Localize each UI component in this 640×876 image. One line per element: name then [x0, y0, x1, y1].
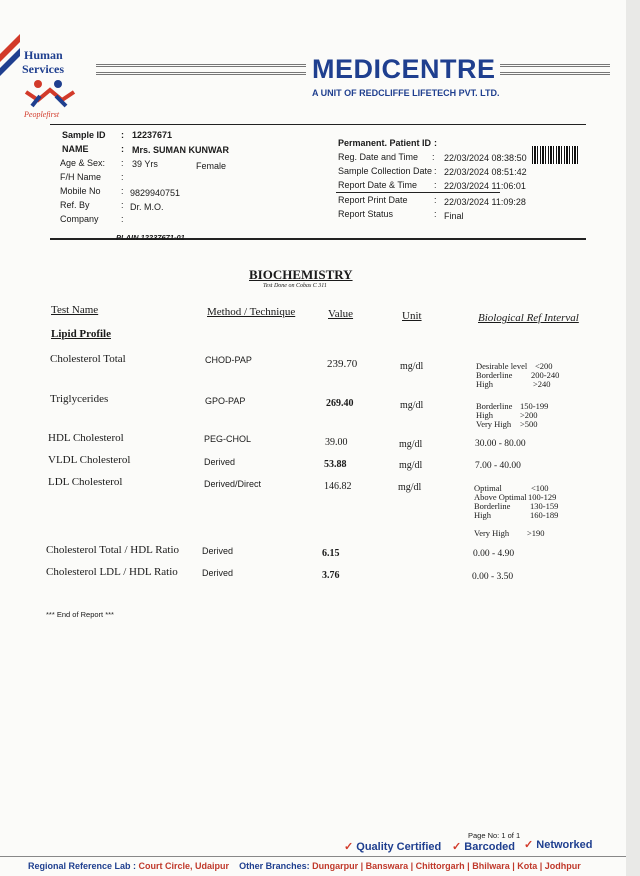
badge-label: Barcoded	[464, 841, 516, 853]
test-unit: mg/dl	[398, 482, 422, 493]
mobile-value: 9829940751	[130, 188, 181, 198]
test-method: Derived	[202, 568, 234, 578]
test-method: Derived/Direct	[204, 479, 262, 489]
test-name: Cholesterol LDL / HDL Ratio	[46, 566, 178, 578]
networked-badge	[524, 838, 593, 851]
regional-value: Court Circle, Udaipur	[138, 861, 230, 871]
test-method: PEG-CHOL	[204, 434, 252, 444]
people-first-tagline: Peoplefirst	[24, 110, 60, 119]
ref-label: Very High	[476, 419, 512, 429]
test-unit: mg/dl	[400, 361, 424, 372]
quality-badge	[344, 840, 441, 853]
barcoded-badge	[452, 840, 515, 853]
status-value: Final	[444, 211, 464, 221]
ref-value: >240	[533, 379, 551, 389]
ref-label: Borderline	[476, 401, 513, 411]
test-method: Derived	[204, 457, 236, 467]
human-services-logo	[10, 38, 90, 124]
plain-sample-code: PLAIN 12237671-01	[116, 233, 185, 242]
ref-range: 0.00 - 4.90	[473, 549, 515, 559]
test-value: 146.82	[324, 481, 352, 492]
report-date-label: Report Date & Time	[338, 180, 418, 190]
regional-label: Regional Reference Lab :	[28, 861, 137, 871]
test-name: HDL Cholesterol	[48, 432, 124, 444]
ref-label: High	[474, 510, 491, 520]
ref-value: 160-189	[530, 510, 559, 520]
footer-branches	[28, 861, 581, 871]
human-services-line2: Services	[22, 62, 64, 76]
print-date-value: 22/03/2024 11:09:28	[444, 197, 526, 207]
test-name: Cholesterol Total / HDL Ratio	[46, 544, 180, 556]
report-date-value: 22/03/2024 11:06:01	[444, 181, 526, 191]
section-subtitle: Test Done on Cobas C 311	[263, 283, 327, 289]
permanent-id-label: Permanent. Patient ID	[338, 138, 432, 148]
ref-label: Desirable level	[476, 361, 528, 371]
collection-value: 22/03/2024 08:51:42	[444, 167, 527, 177]
test-unit: mg/dl	[400, 400, 424, 411]
ref-value: 130-159	[530, 501, 559, 511]
col-method: Method / Technique	[207, 306, 296, 318]
fh-name-label: F/H Name	[60, 172, 102, 182]
ref-label: Above Optimal	[474, 492, 527, 502]
ref-value: <200	[535, 361, 553, 371]
report-sheet: Human Services Peoplefirst MEDICENTRE A UNIT OF REDCLIFFE LIFETECH PVT. LTD. Sample ID : 12237671 NAME : Mrs. SUMAN KUNWAR Age & Sex: : 39 Yrs Female F/H Name : Mobile No : 9829940751 Ref. By : Dr. M.O. Company : PLAIN 12237671-01 Permanent. Patient ID : Reg. Date and Time : 22/03/2024 08:38:50 Sample Collection Date : 22/03/2024 08:51:42 Report Date & Time : 22/03/2024 11:06:01 Report Print Date : 22/03/2024 11:09:28 Report Status : Final BIOCHEMISTRY Test Done on Cobas C 311 Test Name Method / Technique Value Unit Biological Ref Interval Lipid Profile Cholesterol Total CHOD-PAP 239.70 mg/dl Desirable level <200 Borderline 200-240 High >240 Triglycerides GPO-PAP 269.40 mg/dl Borderline 150-199 High >200 Very High >500 HDL Cholesterol PEG-CHOL 39.00 mg/dl 30.00 - 80.00 VLDL Cholesterol Derived 53.88 mg/dl 7.00 - 40.00 LDL Cholesterol Derived/Direct 146.82 mg/dl Optimal <100 Above Optimal 100-129 Borderline 130-159 High 160-189 Very High >190 Cholesterol Total / HDL Ratio Derived 6.15 0.00 - 4.90 Cholesterol LDL / HDL Ratio Derived 3.76 0.00 - 3.50 *** End of Report *** Page No: 1 of 1 ✓ Quality Certified ✓ Barcoded ✓ Networked Regional Reference Lab : Court Circle, Udaipur Other Branches: Dungarpur | Banswara | Chittorgarh | Bhilwara | Kota | Jodhpur	[0, 0, 626, 876]
ref-label: Optimal	[474, 483, 502, 493]
brand-subtitle: A UNIT OF REDCLIFFE LIFETECH PVT. LTD.	[312, 88, 500, 98]
page-number: Page No: 1 of 1	[468, 831, 521, 840]
test-name: LDL Cholesterol	[48, 476, 123, 488]
section-title: BIOCHEMISTRY	[249, 267, 353, 282]
test-unit: mg/dl	[399, 460, 423, 471]
test-value: 239.70	[327, 358, 358, 370]
ref-value: <100	[531, 483, 549, 493]
ref-value: 200-240	[531, 370, 560, 380]
test-method: CHOD-PAP	[205, 355, 252, 365]
ref-label: High	[476, 410, 493, 420]
mobile-label: Mobile No	[60, 186, 101, 196]
name-label: NAME	[62, 144, 89, 154]
reg-value: 22/03/2024 08:38:50	[444, 153, 527, 163]
ref-value: >500	[520, 419, 538, 429]
ref-value: 150-199	[520, 401, 549, 411]
col-value: Value	[328, 308, 354, 320]
ref-label: Very High	[474, 528, 510, 538]
ref-by-value: Dr. M.O.	[130, 202, 164, 212]
ref-range: 7.00 - 40.00	[475, 461, 521, 471]
human-services-line1: Human	[24, 48, 63, 62]
check-icon: ✓	[524, 839, 534, 851]
sex-value: Female	[196, 161, 227, 171]
test-name: Triglycerides	[50, 393, 109, 405]
col-test-name: Test Name	[51, 304, 99, 316]
print-date-label: Report Print Date	[338, 195, 408, 205]
patient-name: Mrs. SUMAN KUNWAR	[132, 145, 230, 155]
age-sex-label: Age & Sex:	[60, 158, 106, 168]
people-figures-icon	[22, 78, 78, 108]
test-method: GPO-PAP	[205, 396, 246, 406]
branches-label: Other Branches:	[239, 861, 310, 871]
ref-label: Borderline	[476, 370, 513, 380]
ref-by-label: Ref. By	[60, 200, 90, 210]
corner-stripes-icon	[0, 34, 20, 94]
col-ref: Biological Ref Interval	[478, 312, 579, 324]
group-lipid-profile: Lipid Profile	[51, 328, 111, 340]
test-value: 53.88	[324, 459, 347, 470]
age-value: 39 Yrs	[132, 159, 158, 169]
test-value: 6.15	[322, 548, 340, 559]
test-unit: mg/dl	[399, 439, 423, 450]
ref-range: 0.00 - 3.50	[472, 572, 514, 582]
ref-value: >200	[520, 410, 538, 420]
test-method: Derived	[202, 546, 234, 556]
sample-id-label: Sample ID	[62, 130, 106, 140]
badge-label: Quality Certified	[356, 841, 442, 853]
branches-value: Dungarpur | Banswara | Chittorgarh | Bhilwara | Kota | Jodhpur	[312, 861, 581, 871]
test-name: VLDL Cholesterol	[48, 454, 131, 466]
test-value: 3.76	[322, 570, 340, 581]
company-label: Company	[60, 214, 99, 224]
test-value: 39.00	[325, 437, 348, 448]
end-of-report: *** End of Report ***	[46, 610, 114, 619]
barcode-icon	[532, 146, 580, 164]
check-icon: ✓	[452, 841, 462, 853]
brand-name: MEDICENTRE	[312, 54, 496, 84]
status-label: Report Status	[338, 209, 394, 219]
ref-label: Borderline	[474, 501, 511, 511]
reg-label: Reg. Date and Time	[338, 152, 419, 162]
ref-label: High	[476, 379, 493, 389]
ref-value: 100-129	[528, 492, 557, 502]
collection-label: Sample Collection Date	[338, 166, 433, 176]
ref-range: 30.00 - 80.00	[475, 439, 526, 449]
col-unit: Unit	[402, 310, 422, 322]
ref-value: >190	[527, 528, 545, 538]
check-icon: ✓	[344, 841, 354, 853]
test-value: 269.40	[326, 398, 354, 409]
badge-label: Networked	[536, 839, 593, 851]
sample-id-value: 12237671	[132, 130, 173, 140]
test-name: Cholesterol Total	[50, 353, 126, 365]
